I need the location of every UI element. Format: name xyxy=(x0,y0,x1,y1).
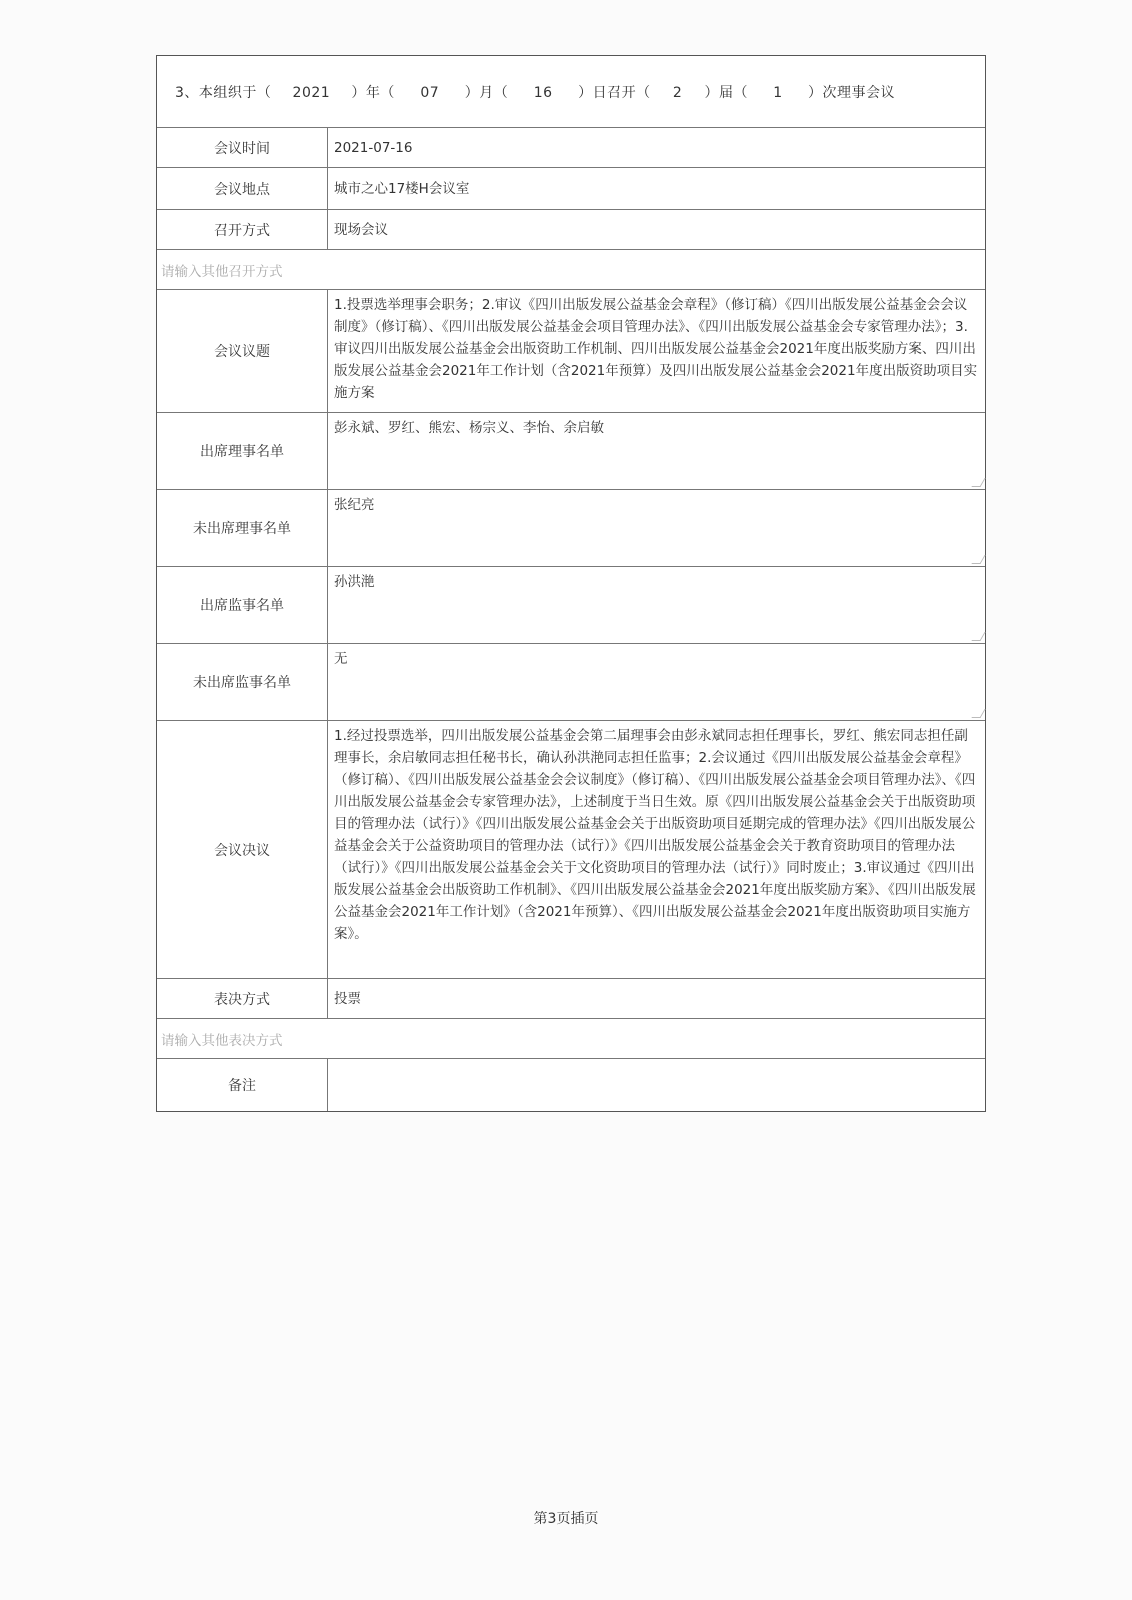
supervisors-present-text: 孙洪滟 xyxy=(334,574,375,590)
heading-year-suffix: ）年（ xyxy=(351,84,395,101)
vote-method-value[interactable]: 投票 xyxy=(334,990,361,1007)
resize-grip-icon[interactable] xyxy=(971,478,985,487)
row-supervisors-absent xyxy=(157,644,985,721)
row-meeting-time xyxy=(157,128,985,168)
heading-count: 1 xyxy=(773,84,783,101)
vote-other-input[interactable]: 请输入其他表决方式 xyxy=(161,1032,283,1049)
row-vote-other xyxy=(157,1019,985,1059)
resize-grip-icon[interactable] xyxy=(971,709,985,718)
meeting-format-label: 召开方式 xyxy=(157,210,328,249)
vote-method-label: 表决方式 xyxy=(157,979,328,1018)
notes-value[interactable] xyxy=(328,1059,985,1111)
meeting-topics-value[interactable]: 1.投票选举理事会职务；2.审议《四川出版发展公益基金会章程》（修订稿）《四川出版发展公益基金会会议制度》（修订稿）、《四川出版发展公益基金会项目管理办法》、《四川出版发展公益基金会专家管理办法》；3.审议四川出版发展公益基金会出版资助工作机制、四川出版发展公益基金会2021年度出版奖励方案、四川出版发展公益基金会2021年工作计划（含2021年预算）及四川出版发展公益基金会2021年度出版资助项目实施方案 xyxy=(334,297,978,401)
heading-day-suffix: ）日召开（ xyxy=(578,84,651,101)
heading-day: 16 xyxy=(533,84,553,101)
supervisors-absent-text: 无 xyxy=(334,651,348,667)
notes-label: 备注 xyxy=(157,1059,328,1111)
resize-grip-icon[interactable] xyxy=(971,555,985,564)
directors-absent-label: 未出席理事名单 xyxy=(157,490,328,566)
row-vote-method xyxy=(157,979,985,1019)
row-directors-absent xyxy=(157,490,985,567)
meeting-time-value[interactable]: 2021-07-16 xyxy=(334,139,413,156)
row-meeting-format xyxy=(157,210,985,250)
meeting-heading xyxy=(157,82,895,102)
row-format-other xyxy=(157,250,985,290)
heading-session-suffix: ）届（ xyxy=(704,84,749,101)
row-meeting-topics xyxy=(157,290,985,413)
meeting-heading-row xyxy=(157,56,985,128)
directors-present-text: 彭永斌、罗红、熊宏、杨宗义、李怡、余启敏 xyxy=(334,420,604,436)
resize-grip-icon[interactable] xyxy=(971,632,985,641)
directors-absent-text: 张纪亮 xyxy=(334,497,375,513)
row-supervisors-present xyxy=(157,567,985,644)
heading-year: 2021 xyxy=(292,84,331,101)
row-meeting-location xyxy=(157,168,985,210)
row-directors-present xyxy=(157,413,985,490)
meeting-topics-label: 会议议题 xyxy=(157,290,328,412)
heading-month: 07 xyxy=(420,84,440,101)
heading-month-suffix: ）月（ xyxy=(464,84,509,101)
supervisors-absent-label: 未出席监事名单 xyxy=(157,644,328,720)
meeting-format-value[interactable]: 现场会议 xyxy=(334,221,388,238)
directors-absent-value[interactable] xyxy=(328,490,985,566)
resolutions-value[interactable]: 1.经过投票选举，四川出版发展公益基金会第二届理事会由彭永斌同志担任理事长，罗红、熊宏同志担任副理事长，余启敏同志担任秘书长，确认孙洪滟同志担任监事；2.会议通过《四川出版发展公益基金会章程》（修订稿）、《四川出版发展公益基金会会议制度》（修订稿）、《四川出版发展公益基金会项目管理办法》、《四川出版发展公益基金会专家管理办法》，上述制度于当日生效。原《四川出版发展公益基金会关于出版资助项目的管理办法（试行）》《四川出版发展公益基金会关于出版资助项目延期完成的管理办法》《四川出版发展公益基金会关于公益资助项目的管理办法（试行）》《四川出版发展公益基金会关于教育资助项目的管理办法（试行）》《四川出版发展公益基金会关于文化资助项目的管理办法（试行）》同时废止；3.审议通过《四川出版发展公益基金会出版资助工作机制》、《四川出版发展公益基金会2021年度出版奖励方案》、《四川出版发展公益基金会2021年工作计划》（含2021年预算）、《四川出版发展公益基金会2021年度出版资助项目实施方案》。 xyxy=(334,728,976,942)
supervisors-present-value[interactable] xyxy=(328,567,985,643)
heading-prefix: 3、本组织于（ xyxy=(175,84,272,101)
row-notes xyxy=(157,1059,985,1111)
heading-count-suffix: ）次理事会议 xyxy=(807,84,895,101)
meeting-location-value[interactable]: 城市之心17楼H会议室 xyxy=(334,180,470,197)
resolutions-label: 会议决议 xyxy=(157,721,328,978)
row-resolutions xyxy=(157,721,985,979)
page-footer: 第3页插页 xyxy=(533,1511,599,1527)
meeting-record-table xyxy=(156,55,986,1112)
directors-present-value[interactable] xyxy=(328,413,985,489)
meeting-location-label: 会议地点 xyxy=(157,168,328,209)
heading-session: 2 xyxy=(672,84,683,101)
supervisors-absent-value[interactable] xyxy=(328,644,985,720)
meeting-time-label: 会议时间 xyxy=(157,128,328,167)
supervisors-present-label: 出席监事名单 xyxy=(157,567,328,643)
directors-present-label: 出席理事名单 xyxy=(157,413,328,489)
format-other-input[interactable]: 请输入其他召开方式 xyxy=(161,263,283,280)
